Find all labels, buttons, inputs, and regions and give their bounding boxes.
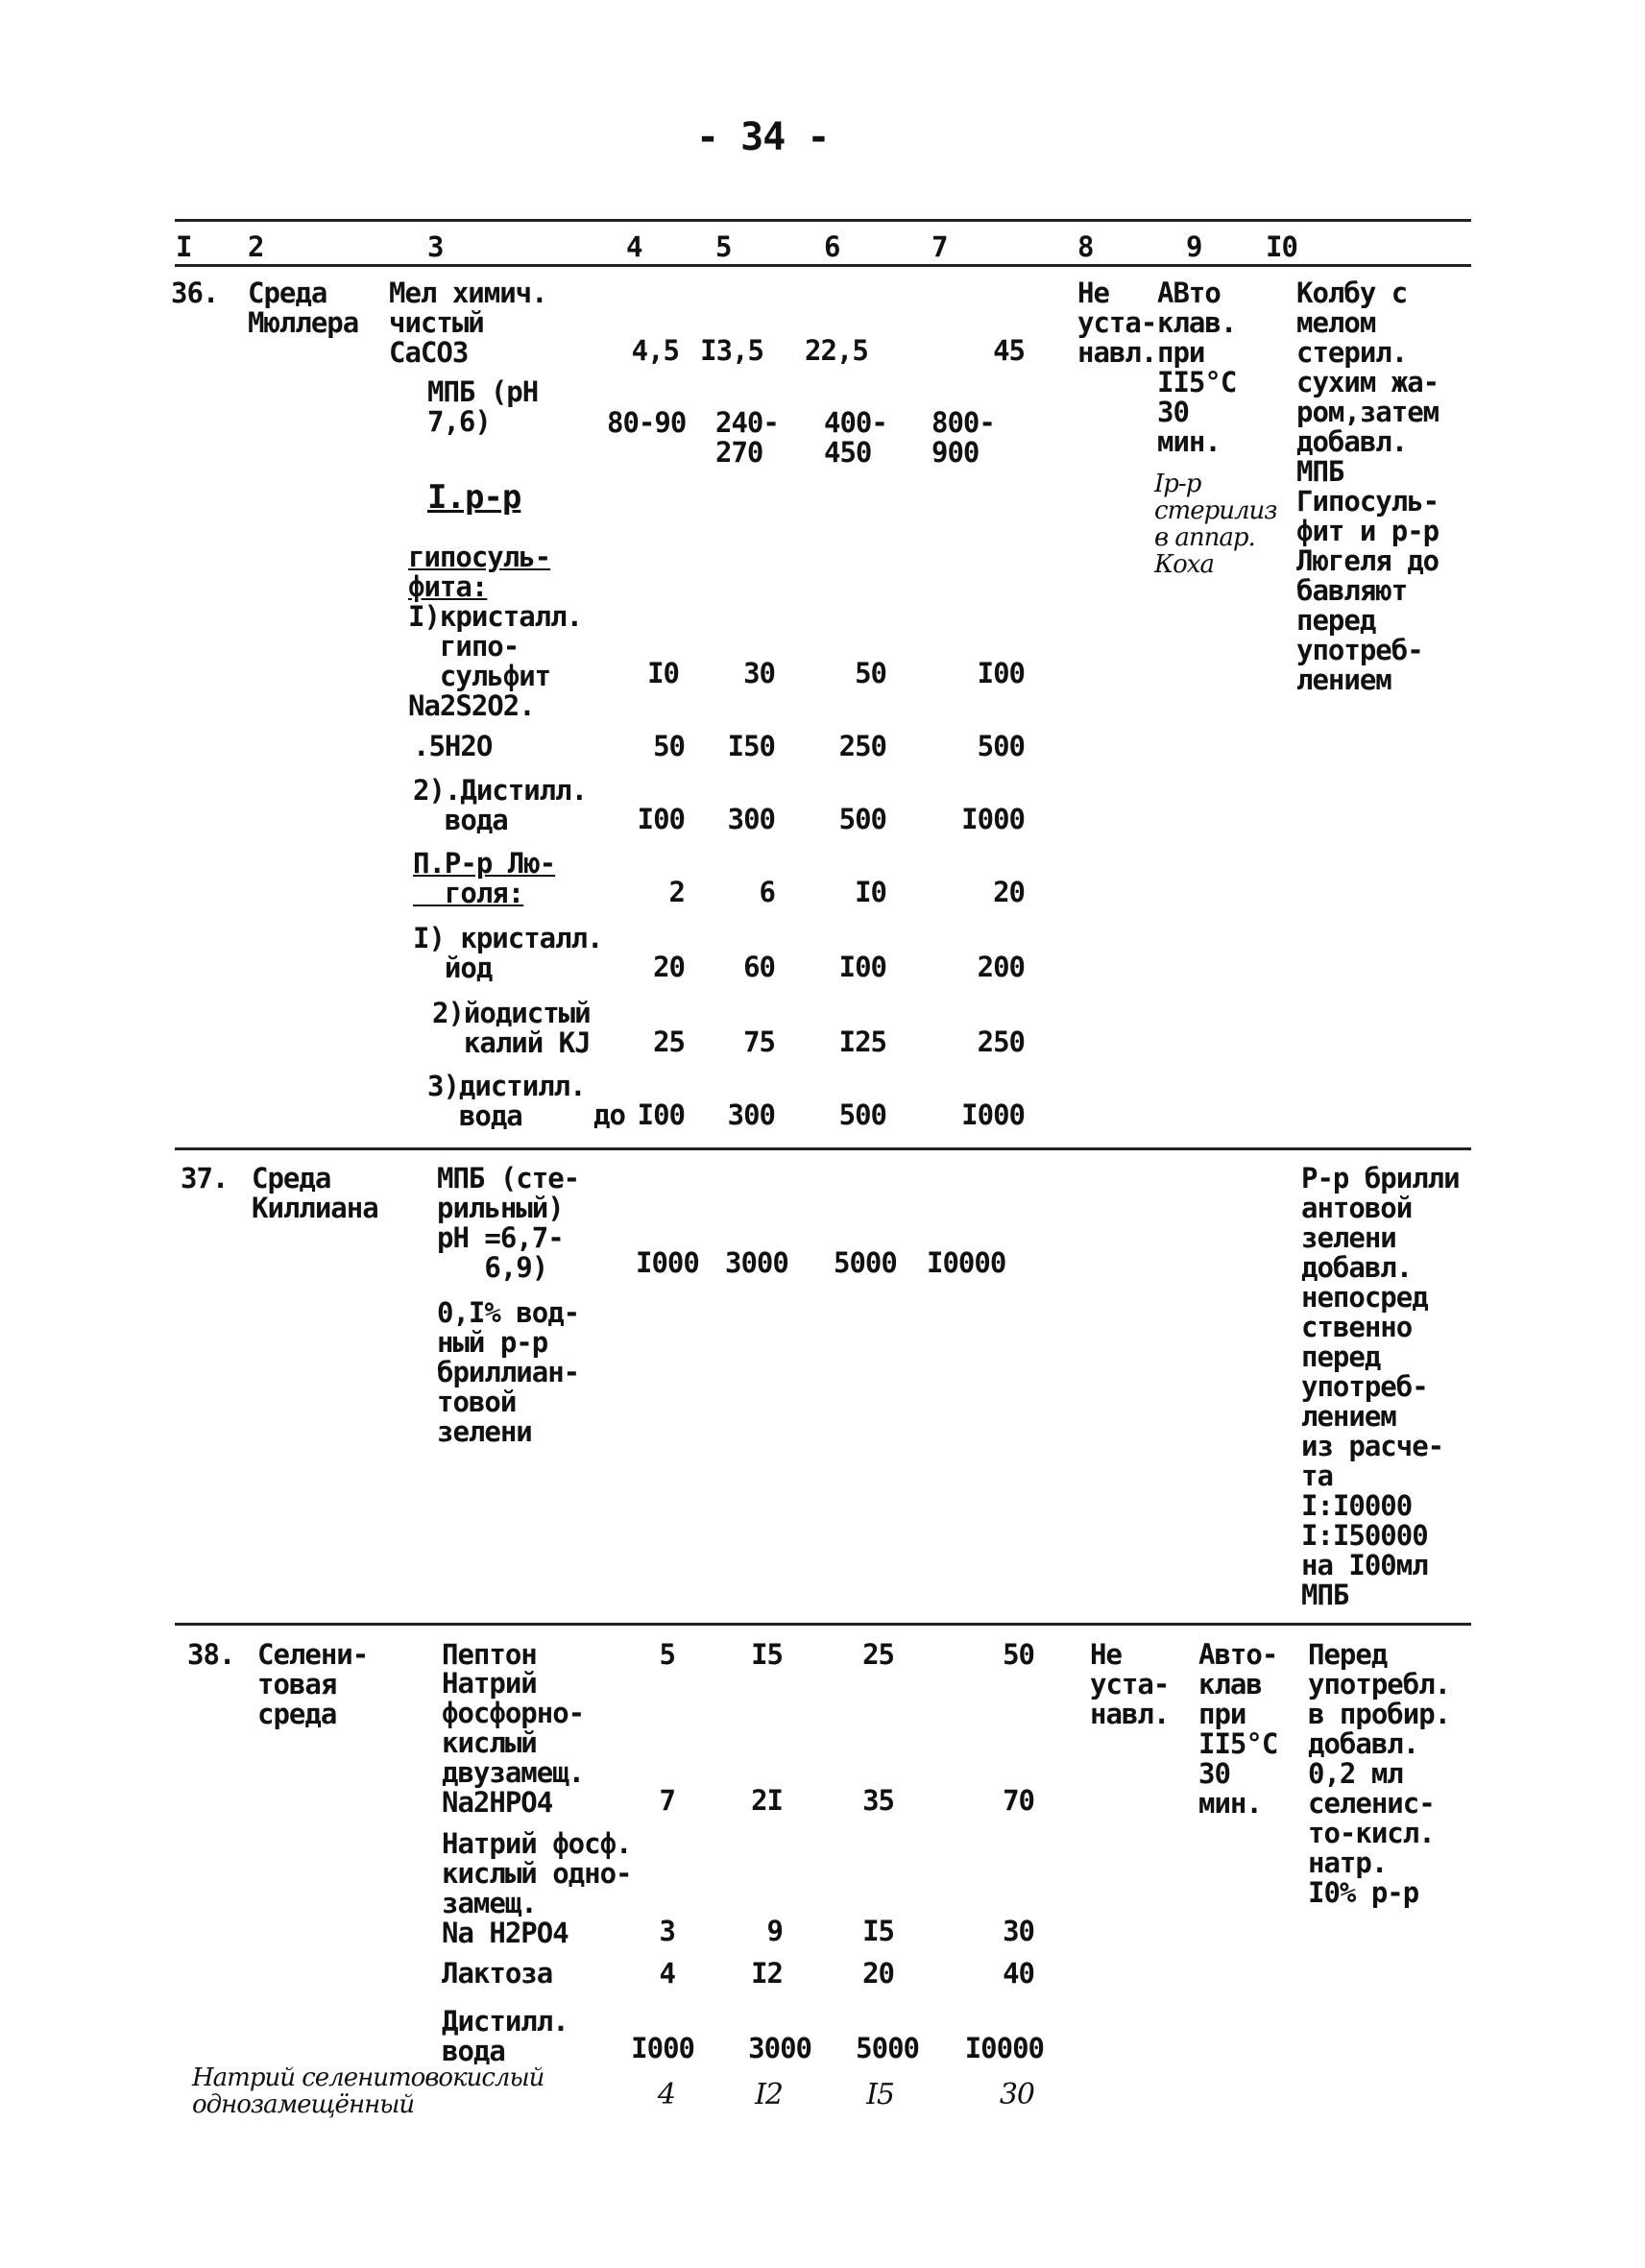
qty-col4: 4,5 [631,334,679,367]
medium-name: Среда Мюллера [248,277,359,339]
qty-col4: 3 [659,1915,675,1947]
qty-col5: I2 [755,2078,783,2111]
ingredient-label: Пептон [442,1638,537,1671]
qty-col7: I000 [961,1098,1025,1131]
ingredient-label: Мел химич. чистый CaCO3 [389,277,547,369]
qty-col5: 2I [751,1784,783,1817]
qty-col7: 30 [999,2078,1034,2111]
qty-col7: I0000 [964,2032,1044,2064]
qty-col5: 3000 [748,2032,811,2064]
qty-prefix: до [593,1098,625,1131]
row-separator [175,1623,1471,1626]
ingredient-label: Дистилл. вода [442,2005,568,2067]
col-header-3: 3 [427,230,444,263]
ingredient-label: Натрий фосфорно- кислый двузамещ. Na2HPO4 [442,1667,585,1819]
ingredient-label: П.Р-р Лю- голя: [413,847,556,909]
qty-col5: 30 [743,657,775,689]
ingredient-label: Натрий фосф. кислый одно- замещ. Na H2PO4 [442,1827,632,1949]
col9-handwritten-note: Iр-р стерилиз в аппар. Коха [1154,470,1277,579]
qty-col5: I5 [751,1638,783,1671]
col-header-1: I [176,230,192,263]
qty-col5: 3000 [725,1246,788,1279]
col10-remark: Р-р брилли антовой зелени добавл. непосред ственно перед употреб- лением из расче- та I:I0000 I:I50000 на I00мл МПБ [1301,1162,1460,1611]
qty-col6: I5 [866,2078,894,2111]
qty-col7: 40 [1003,1957,1034,1990]
qty-col4: I0 [647,657,679,689]
rule-top [175,219,1471,222]
qty-col4: 25 [653,1025,685,1058]
col-header-10: I0 [1266,230,1297,263]
ingredient-label: 3)дистилл. вода [427,1070,586,1132]
col9-sterilization: АВто клав. при II5°C 30 мин. [1157,277,1237,458]
section-heading: I.р-р [427,478,521,517]
qty-col6: 5000 [856,2032,919,2064]
ingredient-label: МПБ (pH 7,6) [427,375,539,438]
col-header-9: 9 [1186,230,1202,263]
qty-col7: 70 [1003,1784,1034,1817]
row-number: 38. [187,1638,235,1671]
qty-col5: 75 [743,1025,775,1058]
qty-col7: 800- 900 [931,406,995,469]
col10-remark: Колбу с мелом стерил. сухим жа- ром,затем добавл. МПБ Гипосуль- фит и р-р Люгеля до бавляют перед употреб- лением [1296,277,1439,696]
qty-col6: 5000 [834,1246,897,1279]
ingredient-label: 0,I% вод- ный р-р бриллиан- товой зелени [437,1296,580,1448]
qty-col5: I3,5 [700,334,763,367]
qty-col6: 25 [862,1638,894,1671]
qty-col4: 50 [653,730,685,762]
qty-col4: 7 [659,1784,675,1817]
col10-remark: Перед употребл. в пробир. добавл. 0,2 мл селенис- то-кисл. натр. I0% р-р [1308,1638,1451,1909]
ingredient-label: I) кристалл. йод [413,922,603,984]
col-header-6: 6 [824,230,840,263]
col8-note: Не уста- навл. [1077,277,1157,369]
qty-col5: 300 [727,803,775,835]
qty-col4: I00 [637,803,685,835]
row-number: 37. [181,1162,229,1194]
qty-col7: 200 [977,951,1025,983]
qty-col4: 5 [659,1638,675,1671]
qty-col5: 240- 270 [715,406,779,469]
qty-col5: 60 [743,951,775,983]
qty-col6: 35 [862,1784,894,1817]
qty-col4: 2 [668,876,685,908]
ingredient-label: .5H2O [413,730,493,762]
qty-col6: 500 [838,803,886,835]
qty-col6: 20 [862,1957,894,1990]
col-header-2: 2 [248,230,264,263]
qty-col7: I0000 [927,1246,1006,1279]
qty-col6: I00 [838,951,886,983]
section-heading: гипосуль- фита: [408,541,551,603]
rule-header [175,264,1471,267]
handwritten-ingredient-label: Натрий селенитовокислый однозамещённый [192,2063,544,2119]
qty-col4: 20 [653,951,685,983]
qty-col6: 400- 450 [824,406,887,469]
qty-col7: 50 [1003,1638,1034,1671]
page-number: - 34 - [696,115,830,159]
qty-col6: 22,5 [805,334,868,367]
qty-col4: I000 [631,2032,694,2064]
col-header-4: 4 [626,230,642,263]
row-separator [175,1147,1471,1150]
qty-col4: 4 [659,1957,675,1990]
medium-name: Селени- товая среда [257,1638,369,1730]
ingredient-label: Лактоза [442,1957,553,1990]
qty-col5: I2 [751,1957,783,1990]
qty-col6: I0 [855,876,886,908]
qty-col4: I000 [636,1246,699,1279]
col-header-5: 5 [715,230,732,263]
ingredient-label: 2)йодистый калий KJ [432,997,591,1059]
ingredient-label: I)кристалл. гипо- сульфит Na2S2O2. [408,600,583,722]
qty-col7: 30 [1003,1915,1034,1947]
row-number: 36. [171,277,219,309]
col-header-8: 8 [1077,230,1094,263]
qty-col4: 80-90 [607,406,687,439]
qty-col5: 6 [759,876,775,908]
qty-col5: 9 [766,1915,783,1947]
qty-col6: I25 [838,1025,886,1058]
medium-name: Среда Киллиана [252,1162,378,1224]
qty-col7: 500 [977,730,1025,762]
qty-col4: I00 [637,1098,685,1131]
qty-col7: I000 [961,803,1025,835]
col8-note: Не уста- навл. [1090,1638,1170,1730]
qty-col6: 500 [838,1098,886,1131]
qty-col6: 50 [855,657,886,689]
col9-sterilization: Авто- клав при II5°C 30 мин. [1198,1638,1278,1820]
qty-col5: I50 [727,730,775,762]
qty-col6: 250 [838,730,886,762]
qty-col4: 4 [657,2078,675,2111]
ingredient-label: 2).Дистилл. вода [413,774,588,836]
qty-col7: 45 [993,334,1025,367]
qty-col7: I00 [977,657,1025,689]
qty-col6: I5 [862,1915,894,1947]
ingredient-label: МПБ (сте- рильный) pH =6,7- 6,9) [437,1162,580,1284]
qty-col5: 300 [727,1098,775,1131]
qty-col7: 250 [977,1025,1025,1058]
qty-col7: 20 [993,876,1025,908]
col-header-7: 7 [931,230,948,263]
